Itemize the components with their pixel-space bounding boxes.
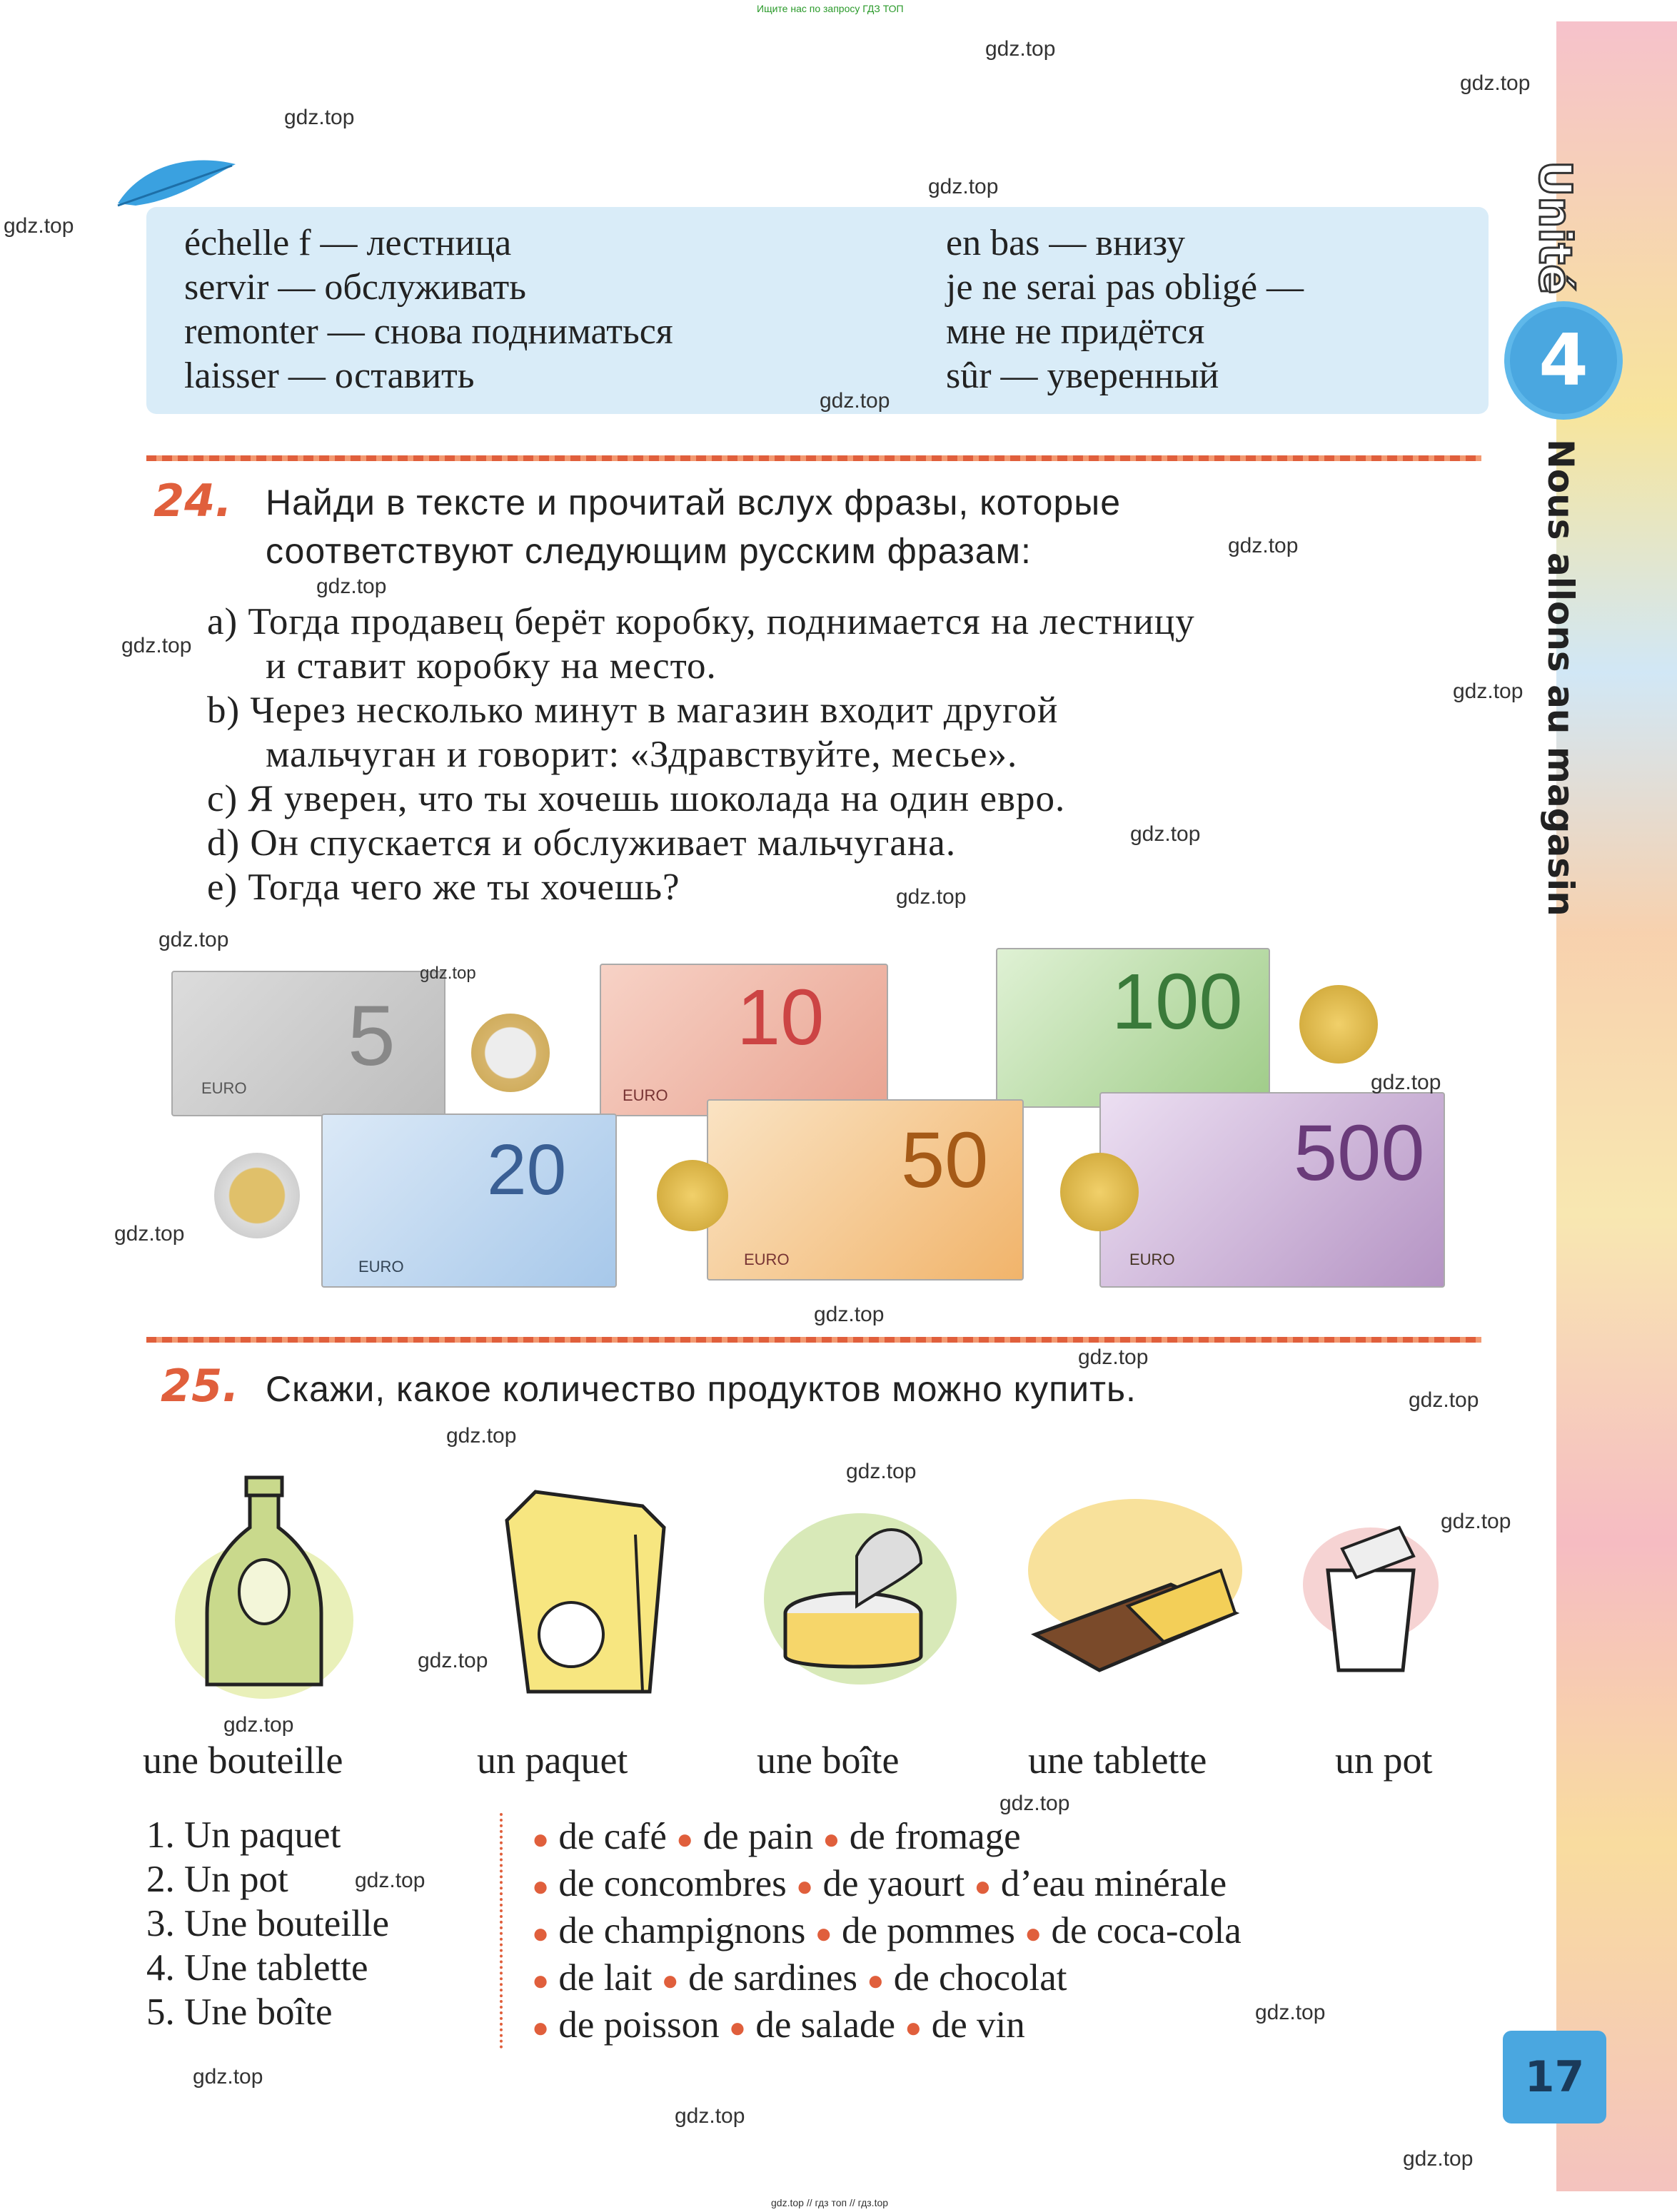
watermark: gdz.top — [1403, 2147, 1474, 2171]
watermark: gdz.top — [193, 2065, 263, 2089]
option-row: ● de poisson ● de salade ● de vin — [532, 2004, 1025, 2046]
watermark: gdz.top — [355, 1869, 425, 1892]
watermark: gdz.top — [420, 964, 476, 983]
top-notice: Ищите нас по запросу ГДЗ ТОП — [757, 3, 904, 14]
vocab-left-column — [184, 221, 673, 398]
can-icon — [757, 1485, 964, 1692]
section-divider — [146, 1337, 1481, 1343]
banknote-20: 20 EURO — [321, 1113, 617, 1288]
page-number: 17 — [1503, 2031, 1606, 2123]
list-item: e) Тогда чего же ты хочешь? — [207, 867, 680, 908]
exercise-items — [207, 600, 1195, 909]
watermark: gdz.top — [814, 1303, 885, 1326]
instruction-line: соответствуют следующим русским фразам: — [266, 531, 1032, 571]
watermark: gdz.top — [446, 1424, 517, 1448]
watermark: gdz.top — [1228, 534, 1299, 557]
container-label: une tablette — [1028, 1739, 1207, 1782]
vocab-entry: sûr — уверенный — [946, 355, 1219, 396]
watermark: gdz.top — [1371, 1071, 1441, 1094]
watermark: gdz.top — [1441, 1510, 1511, 1533]
list-item: c) Я уверен, что ты хочешь шоколада на один евро. — [207, 778, 1066, 819]
feather-icon — [114, 150, 239, 211]
list-item: a) Тогда продавец берёт коробку, поднимается на лестницу — [207, 601, 1195, 642]
watermark: gdz.top — [284, 106, 355, 129]
unit-number-badge: 4 — [1510, 307, 1617, 414]
watermark: gdz.top — [820, 389, 890, 413]
instruction-line: Найди в тексте и прочитай вслух фразы, которые — [266, 483, 1122, 522]
list-item: мальчуган и говорит: «Здравствуйте, месье». — [266, 734, 1018, 775]
watermark: gdz.top — [223, 1713, 294, 1737]
watermark: gdz.top — [4, 214, 74, 238]
option-row: ● de champignons ● de pommes ● de coca-cola — [532, 1910, 1242, 1951]
container-label: une bouteille — [143, 1739, 343, 1782]
chocolate-bar-icon — [1014, 1485, 1249, 1699]
vocab-entry: мне не придётся — [946, 311, 1205, 352]
numbered-list — [146, 1813, 389, 2034]
money-illustration — [164, 935, 1449, 1292]
watermark: gdz.top — [1453, 680, 1524, 703]
vocab-entry: remonter — снова подниматься — [184, 311, 673, 352]
exercise-number: 24. — [153, 475, 232, 527]
list-item: 1. Un paquet — [146, 1814, 341, 1856]
watermark: gdz.top — [121, 634, 192, 657]
exercise-instruction — [266, 478, 1121, 575]
watermark: gdz.top — [846, 1460, 917, 1483]
watermark: gdz.top — [1078, 1345, 1149, 1369]
coin-50-cent — [1299, 985, 1378, 1064]
exercise-instruction: Скажи, какое количество продуктов можно купить. — [266, 1369, 1137, 1409]
watermark: gdz.top — [985, 37, 1056, 61]
banknote-10: 10 EURO — [600, 964, 888, 1116]
vocab-entry: je ne serai pas obligé — — [946, 267, 1304, 308]
dotted-separator — [500, 1813, 503, 2049]
watermark: gdz.top — [1130, 822, 1201, 846]
option-row: ● de concombres ● de yaourt ● d’eau minérale — [532, 1863, 1227, 1904]
watermark: gdz.top — [1255, 2001, 1326, 2024]
watermark: gdz.top — [999, 1792, 1070, 1815]
coin-1-euro — [214, 1153, 300, 1238]
watermark: gdz.top — [316, 575, 387, 598]
section-divider — [146, 455, 1481, 461]
list-item: 4. Une tablette — [146, 1947, 368, 1989]
option-row: ● de café ● de pain ● de fromage — [532, 1816, 1021, 1857]
vocab-entry: laisser — оставить — [184, 355, 475, 396]
list-item: d) Он спускается и обслуживает мальчугана. — [207, 822, 957, 864]
watermark: gdz.top — [928, 175, 999, 198]
watermark: gdz.top — [158, 928, 229, 951]
banknote-50: 50 EURO — [707, 1099, 1024, 1281]
list-item: 3. Une bouteille — [146, 1903, 389, 1944]
container-label: un paquet — [477, 1739, 628, 1782]
exercise-number: 25. — [161, 1360, 239, 1412]
watermark: gdz.top — [1409, 1388, 1479, 1412]
coin-10-cent — [657, 1160, 728, 1231]
list-item: b) Через несколько минут в магазин входит другой — [207, 690, 1059, 731]
coin-2-euro — [471, 1014, 550, 1092]
list-item: и ставит коробку на место. — [266, 645, 717, 687]
vocab-entry: en bas — внизу — [946, 223, 1186, 263]
watermark: gdz.top — [114, 1222, 185, 1246]
watermark: gdz.top — [418, 1649, 488, 1672]
list-item: 2. Un pot — [146, 1859, 288, 1900]
vocab-right-column — [946, 221, 1304, 398]
banknote-5: 5 EURO — [171, 971, 445, 1116]
package-icon — [493, 1478, 678, 1706]
banknote-500: 500 EURO — [1099, 1092, 1445, 1288]
watermark: gdz.top — [896, 885, 967, 909]
container-label: une boîte — [757, 1739, 900, 1782]
coin-20-cent — [1060, 1153, 1139, 1231]
watermark: gdz.top — [1460, 71, 1531, 95]
bottle-icon — [171, 1470, 357, 1706]
list-item: 5. Une boîte — [146, 1991, 333, 2033]
option-row: ● de lait ● de sardines ● de chocolat — [532, 1957, 1067, 1999]
pot-icon — [1299, 1506, 1442, 1685]
vocab-entry: servir — обслуживать — [184, 267, 526, 308]
banknote-100: 100 — [996, 948, 1270, 1108]
chapter-title: Nous allons au magasin — [1540, 439, 1581, 916]
bottom-notice: gdz.top // гдз топ // гдз.top — [771, 2197, 889, 2208]
unite-label: Unité — [1529, 161, 1581, 295]
container-label: un pot — [1335, 1739, 1433, 1782]
watermark: gdz.top — [675, 2104, 745, 2128]
option-list — [532, 1814, 1242, 2050]
vocab-entry: échelle f — лестница — [184, 223, 512, 263]
